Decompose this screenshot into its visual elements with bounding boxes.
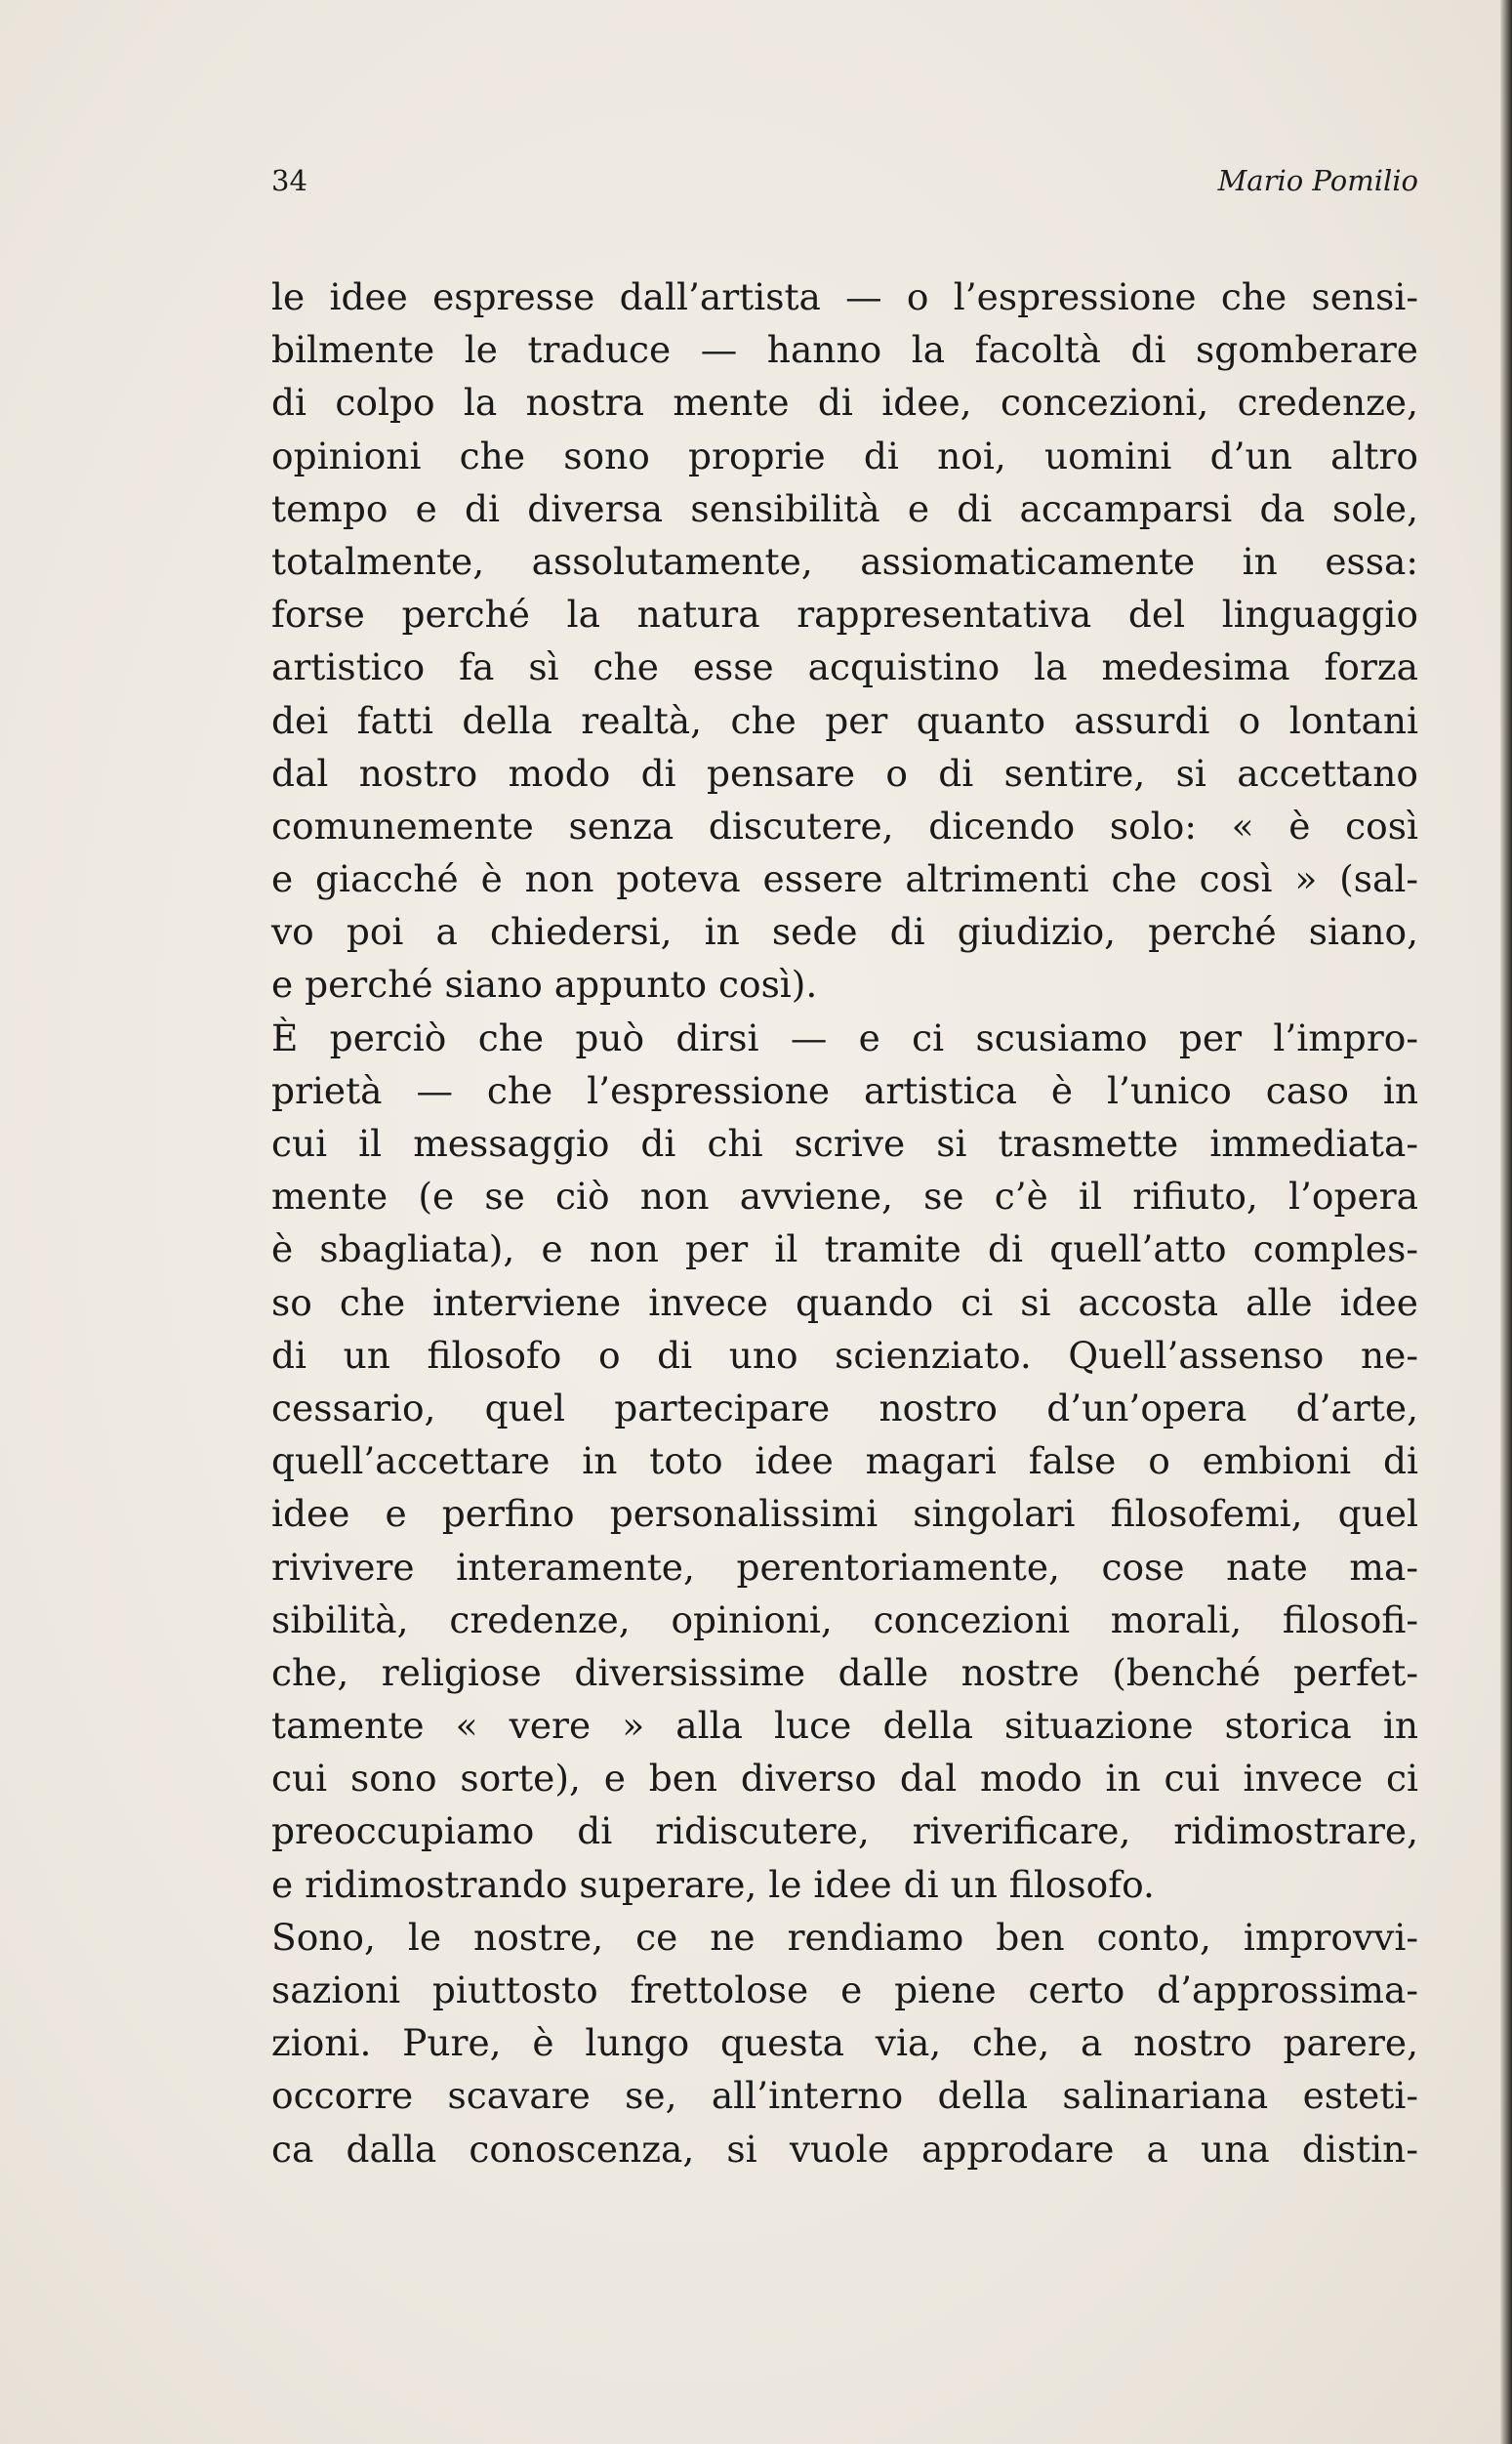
- text-line: è sbagliata), e non per il tramite di quell’atto comples-: [271, 1227, 1418, 1271]
- text-line: idee e perfino personalissimi singolari filosofemi, quel: [271, 1492, 1418, 1536]
- text-line: prietà — che l’espressione artistica è l’unico caso in: [271, 1068, 1418, 1112]
- text-line: opinioni che sono proprie di noi, uomini d’un altro: [271, 434, 1418, 477]
- text-line: Sono, le nostre, ce ne rendiamo ben conto, improvvi-: [271, 1915, 1418, 1959]
- text-line: so che interviene invece quando ci si accosta alle idee: [271, 1280, 1418, 1324]
- page-number: 34: [271, 164, 307, 197]
- text-line: dei fatti della realtà, che per quanto assurdi o lontani: [271, 698, 1418, 742]
- text-line: e giacché è non poteva essere altrimenti che così » (sal-: [271, 857, 1418, 901]
- body-text: [271, 270, 1418, 2175]
- text-line: sibilità, credenze, opinioni, concezioni morali, filosofi-: [271, 1597, 1418, 1641]
- text-line: dal nostro modo di pensare o di sentire, si accettano: [271, 751, 1418, 795]
- page-edge-shadow: [1500, 0, 1512, 2444]
- text-line: di colpo la nostra mente di idee, concezioni, credenze,: [271, 381, 1418, 425]
- text-line: e ridimostrando superare, le idee di un filosofo.: [271, 1862, 1155, 1906]
- running-head-author: Mario Pomilio: [1217, 164, 1418, 197]
- text-line: bilmente le traduce — hanno la facoltà di sgomberare: [271, 328, 1418, 372]
- text-line: mente (e se ciò non avviene, se c’è il rifiuto, l’opera: [271, 1175, 1418, 1219]
- text-line: cui il messaggio di chi scrive si trasmette immediata-: [271, 1122, 1418, 1165]
- text-line: cessario, quel partecipare nostro d’un’opera d’arte,: [271, 1386, 1418, 1429]
- text-line: di un filosofo o di uno scienziato. Quell’assenso ne-: [271, 1333, 1418, 1377]
- text-line: vo poi a chiedersi, in sede di giudizio, perché siano,: [271, 910, 1418, 954]
- text-line: È perciò che può dirsi — e ci scusiamo per l’impro-: [271, 1015, 1418, 1059]
- text-line: tempo e di diversa sensibilità e di accamparsi da sole,: [271, 486, 1418, 530]
- text-line: e perché siano appunto così).: [271, 963, 818, 1007]
- text-line: comunemente senza discutere, dicendo solo: « è così: [271, 804, 1418, 848]
- text-line: le idee espresse dall’artista — o l’espressione che sensi-: [271, 275, 1418, 318]
- text-line: zioni. Pure, è lungo questa via, che, a nostro parere,: [271, 2021, 1418, 2065]
- page-header: [271, 164, 1418, 203]
- text-line: rivivere interamente, perentoriamente, cose nate ma-: [271, 1545, 1418, 1589]
- text-line: tamente « vere » alla luce della situazione storica in: [271, 1704, 1418, 1748]
- text-line: totalmente, assolutamente, assiomaticamente in essa:: [271, 539, 1418, 583]
- text-line: cui sono sorte), e ben diverso dal modo in cui invece ci: [271, 1757, 1418, 1801]
- text-line: ca dalla conoscenza, si vuole approdare a una distin-: [271, 2127, 1418, 2171]
- text-line: preoccupiamo di ridiscutere, riverificare, ridimostrare,: [271, 1809, 1418, 1853]
- text-line: che, religiose diversissime dalle nostre (benché perfet-: [271, 1650, 1418, 1694]
- text-line: quell’accettare in toto idee magari false o embioni di: [271, 1439, 1418, 1483]
- text-line: artistico fa sì che esse acquistino la medesima forza: [271, 645, 1418, 689]
- text-line: forse perché la natura rappresentativa del linguaggio: [271, 593, 1418, 637]
- text-line: sazioni piuttosto frettolose e piene certo d’approssima-: [271, 1968, 1418, 2011]
- text-line: occorre scavare se, all’interno della salinariana esteti-: [271, 2074, 1418, 2118]
